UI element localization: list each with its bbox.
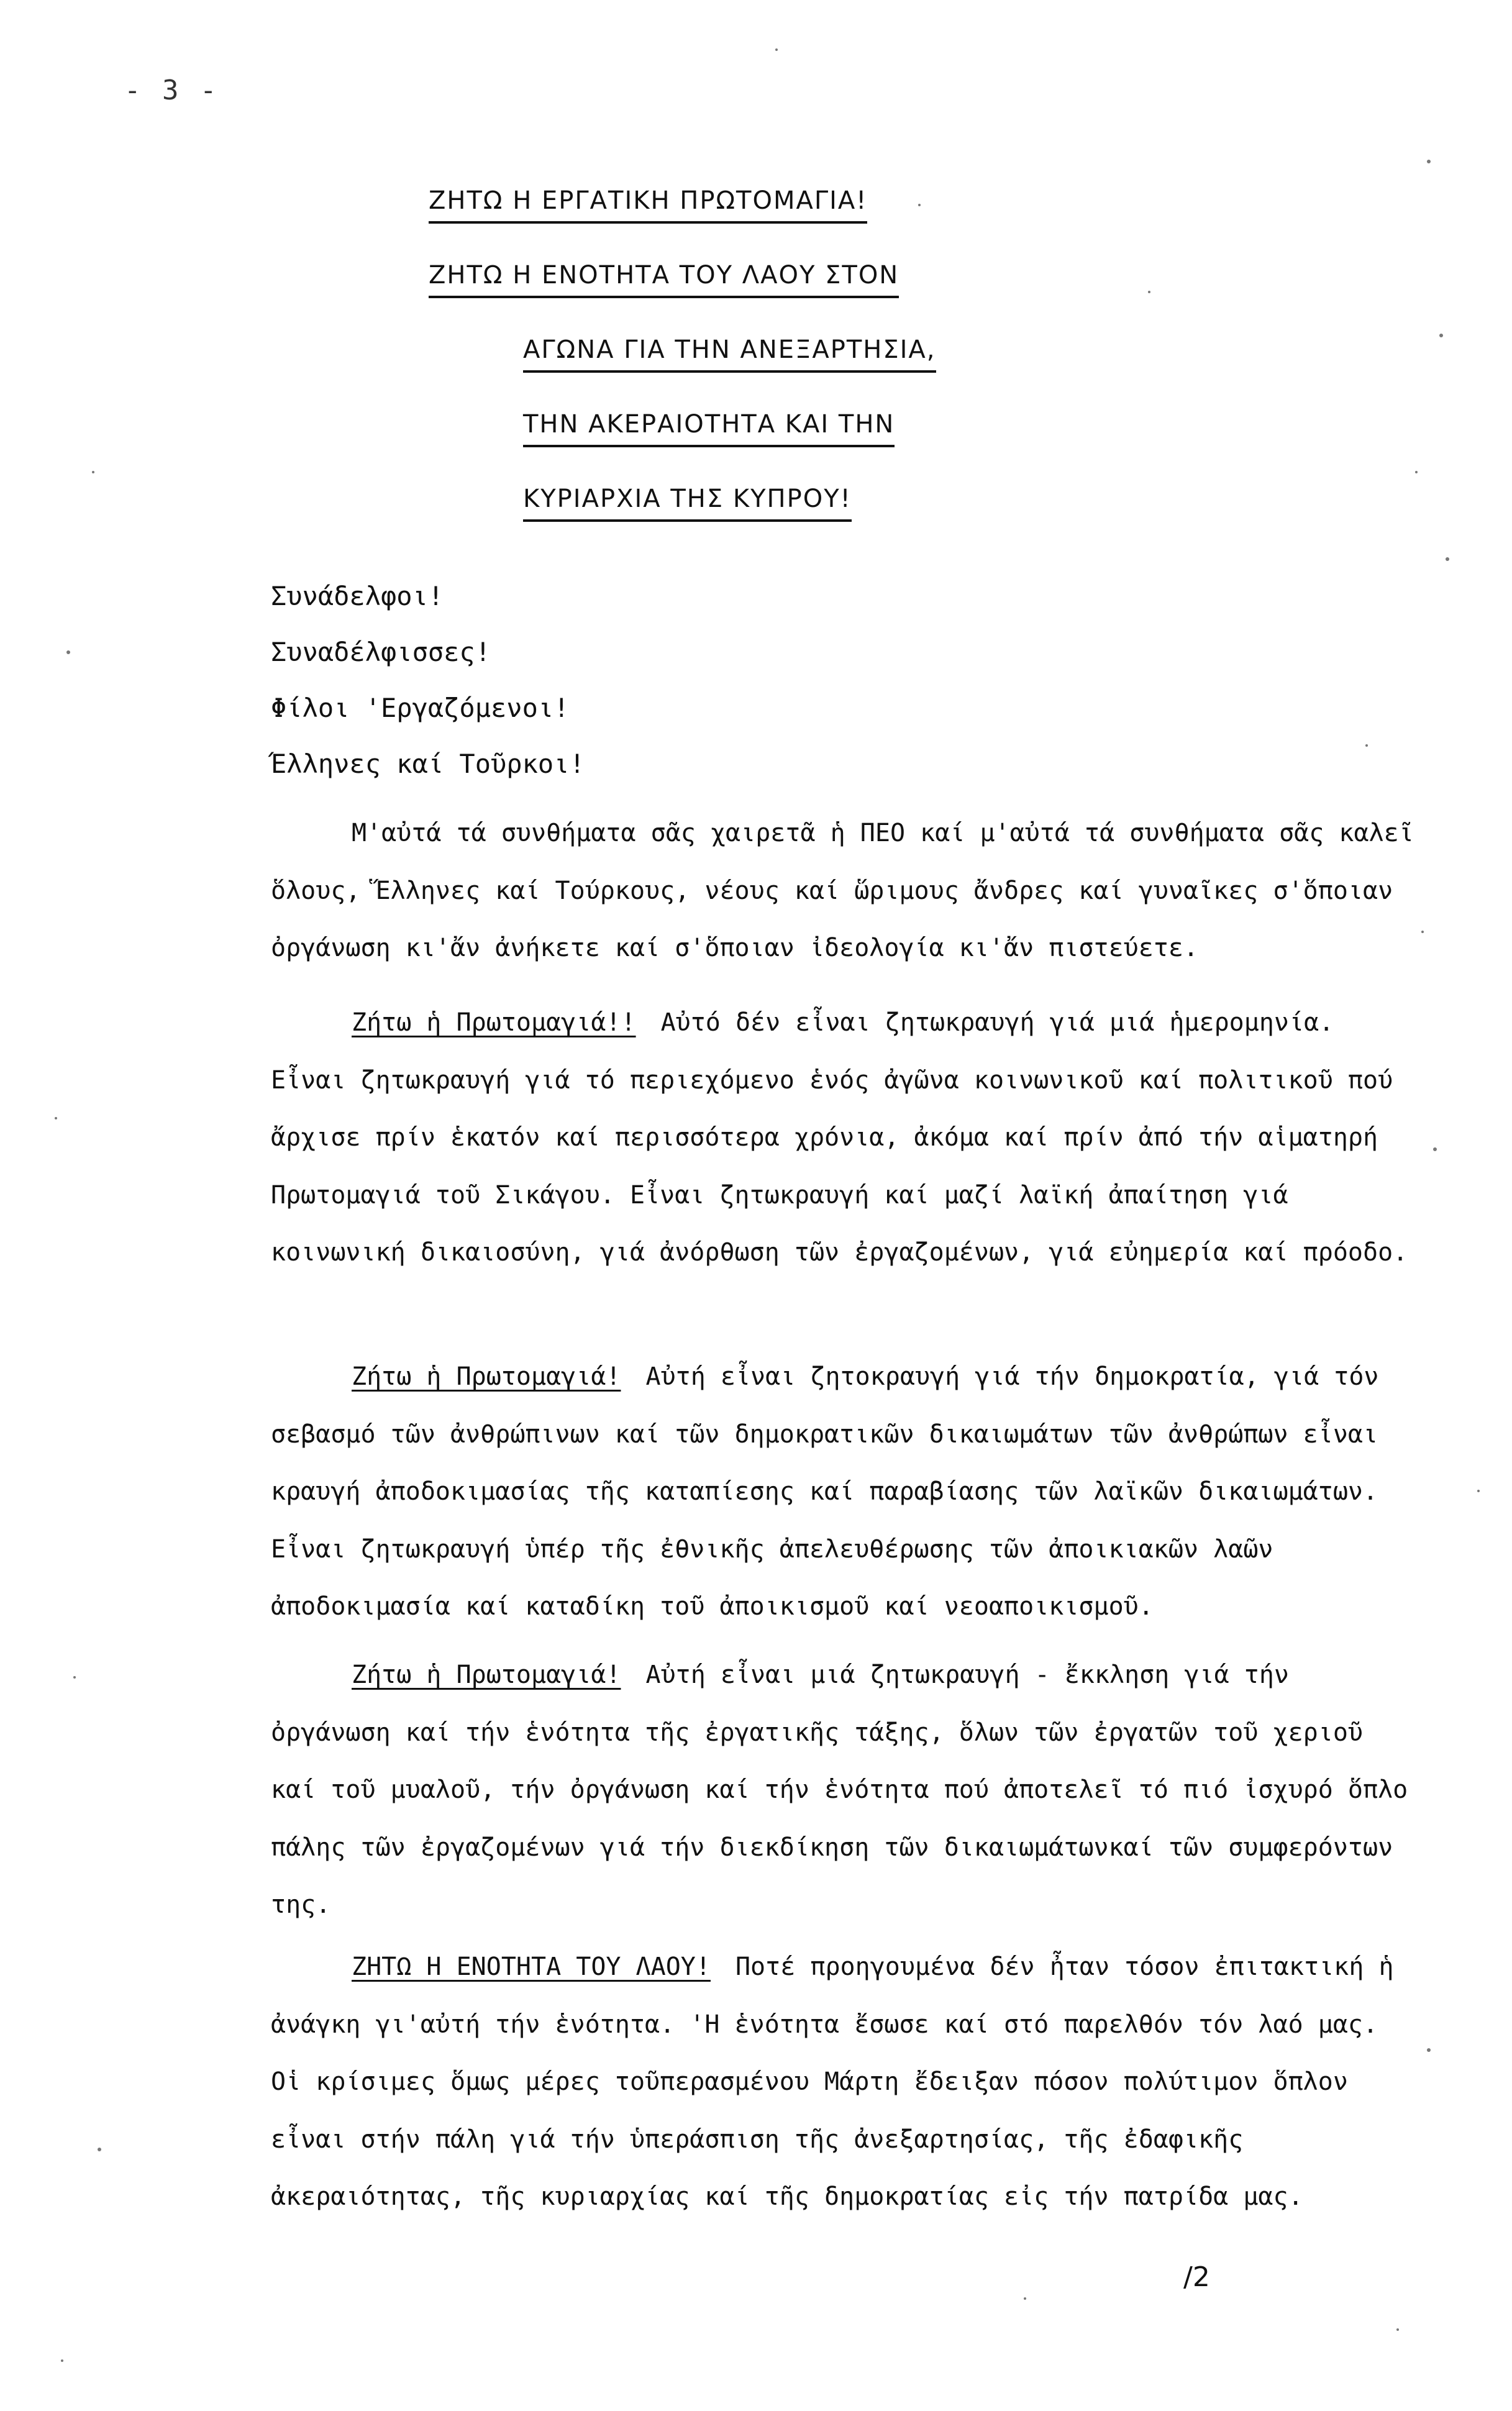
paragraph-unity-lead: ΖΗΤΩ Η ΕΝΟΤΗΤΑ ΤΟΥ ΛΑΟΥ!	[352, 1953, 711, 1981]
greeting-colleagues-m: Συνάδελφοι!	[271, 581, 444, 611]
headline-3-text: ΑΓΩΝΑ ΓΙΑ ΤΗΝ ΑΝΕΞΑΡΤΗΣΙΑ,	[523, 335, 936, 373]
paragraph-mayday-3-lead: Ζήτω ἡ Πρωτομαγιά!	[352, 1661, 621, 1689]
paragraph-mayday-2-text: Αὐτή εἶναι ζητοκραυγή γιά τήν δημοκρατία, γιά τόν σεβασμό τῶν ἀνθρώπινων καί τῶν δημοκρατικῶν δικαιωμάτων τῶν ἀνθρώπων εἶναι κραυγή ἀποδοκιμασίας τῆς καταπίεσης καί παραβίασης τῶν λαϊκῶν δικαιωμάτων. Εἶναι ζητωκραυγή ὑπέρ τῆς ἐθνικῆς ἀπελευθέρωσης τῶν ἀποικιακῶν λαῶν ἀποδοκιμασία καί καταδίκη τοῦ ἀποικισμοῦ καί νεοαποικισμοῦ.	[271, 1362, 1379, 1621]
paragraph-mayday-1-lead: Ζήτω ἡ Πρωτομαγιά!!	[352, 1008, 636, 1037]
headline-5-text: ΚΥΡΙΑΡΧΙΑ ΤΗΣ ΚΥΠΡΟΥ!	[523, 485, 852, 522]
paragraph-unity-text: Ποτέ προηγουμένα δέν ἦταν τόσον ἐπιτακτική ἡ ἀνάγκη γι'αὐτή τήν ἑνότητα. 'Η ἑνότητα ἔσωσε καί στό παρελθόν τόν λαό μας. Οἱ κρίσιμες ὅμως μέρες τοῦπερασμένου Μάρτη ἔδειξαν πόσον πολύτιμον ὅπλον εἶναι στήν πάλη γιά τήν ὑπεράσπιση τῆς ἀνεξαρτησίας, τῆς ἐδαφικῆς ἀκεραιότητας, τῆς κυριαρχίας καί τῆς δημοκρατίας εἰς τήν πατρίδα μας.	[271, 1953, 1394, 2211]
paragraph-mayday-3-text: Αὐτή εἶναι μιά ζητωκραυγή - ἔκκληση γιά τήν ὀργάνωση καί τήν ἑνότητα τῆς ἐργατικῆς τάξης, ὅλων τῶν ἐργατῶν τοῦ χεριοῦ καί τοῦ μυαλοῦ, τήν ὀργάνωση καί τήν ἑνότητα πού ἀποτελεῖ τό πιό ἰσχυρό ὅπλο πάλης τῶν ἐργαζομένων γιά τήν διεκδίκηση τῶν δικαιωμάτωνκαί τῶν συμφερόντων της.	[271, 1661, 1408, 1919]
page-number: /2	[1183, 2261, 1210, 2293]
paragraph-mayday-1-text: Αὐτό δέν εἶναι ζητωκραυγή γιά μιά ἡμερομηνία. Εἶναι ζητωκραυγή γιά τό περιεχόμενο ἑνός ἀγῶνα κοινωνικοῦ καί πολιτικοῦ πού ἄρχισε πρίν ἑκατόν καί περισσότερα χρόνια, ἀκόμα καί πρίν ἀπό τήν αἱματηρή Πρωτομαγιά τοῦ Σικάγου. Εἶναι ζητωκραυγή καί μαζί λαϊκή ἀπαίτηση γιά κοινωνική δικαιοσύνη, γιά ἀνόρθωση τῶν ἐργαζομένων, γιά εὐημερία καί πρόοδο.	[271, 1008, 1408, 1267]
greeting-colleagues-f: Συναδέλφισσες!	[271, 637, 491, 667]
headline-2-text: ΖΗΤΩ Η ΕΝΟΤΗΤΑ ΤΟΥ ΛΑΟΥ ΣΤΟΝ	[429, 261, 899, 298]
paragraph-mayday-2-lead: Ζήτω ἡ Πρωτομαγιά!	[352, 1362, 621, 1391]
headline-1-text: ΖΗΤΩ Η ΕΡΓΑΤΙΚΗ ΠΡΩΤΟΜΑΓΙΑ!	[429, 186, 867, 224]
paragraph-intro-text: Μ'αὐτά τά συνθήματα σᾶς χαιρετᾶ ἡ ΠΕΟ καί μ'αὐτά τά συνθήματα σᾶς καλεῖ ὅλους, Ἕλληνες καί Τούρκους, νέους καί ὥριμους ἄνδρες καί γυναῖκες σ'ὅποιαν ὀργάνωση κι'ἄν ἀνήκετε καί σ'ὅποιαν ἰδεολογία κι'ἄν πιστεύετε.	[271, 819, 1414, 962]
page-mark: - 3 -	[124, 75, 219, 106]
greeting-greeks-turks: Έλληνες καί Τοῦρκοι!	[271, 749, 585, 779]
greeting-workers: Φίλοι 'Εργαζόμενοι!	[271, 693, 570, 723]
headline-4-text: ΤΗΝ ΑΚΕΡΑΙΟΤΗΤΑ ΚΑΙ ΤΗΝ	[523, 410, 895, 447]
